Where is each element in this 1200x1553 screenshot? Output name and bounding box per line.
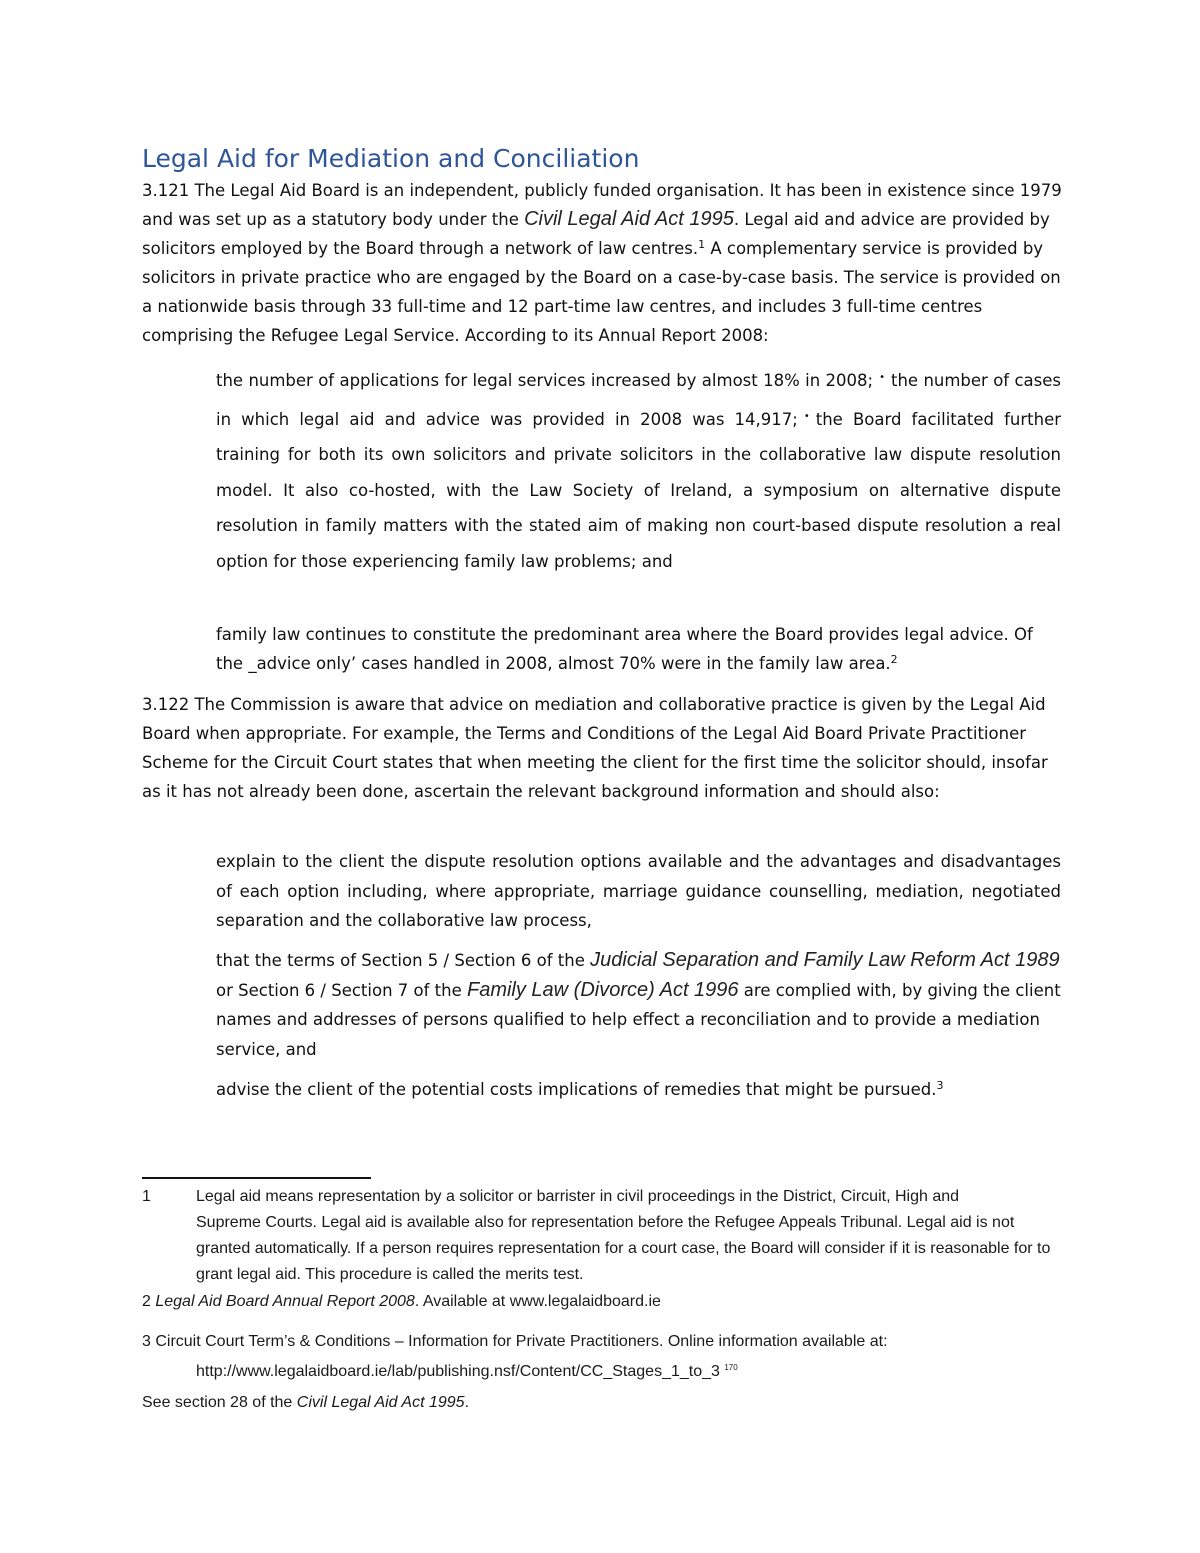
footnote-text: . <box>464 1394 470 1411</box>
act-title: Civil Legal Aid Act 1995 <box>296 1394 465 1411</box>
footnote-text: 3 Circuit Court Term’s & Conditions – Information for Private Practitioners. Online information available at: <box>142 1333 888 1350</box>
section-heading: Legal Aid for Mediation and Conciliation <box>142 144 640 173</box>
bullet-item-applications: the number of applications for legal services increased by almost 18% in 2008; <box>216 371 874 390</box>
bullet-item-training: the Board facilitated further training for both its own solicitors and private solicitors in the collaborative law dispute resolution model. It also co-hosted, with the Law Society of Ireland, a symposium on alternative dispute resolution in family matters with the stated aim of making non court-based dispute resolution a real option for those experiencing family law problems; and <box>216 409 1062 571</box>
page-mark: 170 <box>724 1363 738 1372</box>
footnote-url[interactable]: http://www.legalaidboard.ie/lab/publishing.nsf/Content/CC_Stages_1_to_3 <box>196 1363 720 1380</box>
list-item-explain: explain to the client the dispute resolution options available and the advantages and disadvantages of each option including, where appropriate, marriage guidance counselling, mediation, negotiated separation and the collaborative law process, <box>216 852 1061 930</box>
footnote-2 <box>142 1290 1062 1314</box>
paragraph-3-121 <box>142 176 1062 350</box>
bullet-text: family law continues to constitute the predominant area where the Board provides legal advice. Of the _advice only’ cases handled in 2008, almost 70% were in the family law area. <box>216 625 1033 673</box>
bullet-item-cases: the number of cases in which legal aid and advice was provided in 2008 was 14,917; <box>216 371 1061 429</box>
footnote-ref: 1 <box>698 238 706 251</box>
paragraph-text: 3.121 The Legal Aid Board is an independent, publicly funded organisation. It has been in existence since 1979 and was set up as a statutory body under the <box>142 181 1062 229</box>
paragraph-text: . Legal aid and advice are provided by solicitors employed by the Board through a network of law centres. <box>142 210 1050 258</box>
paragraph-text: A complementary service is provided by solicitors in private practice who are engaged by the Board on a case-by-case basis. The service is provided on a nationwide basis through 33 full-time and 12 part-time law centres, and includes 3 full-time centres comprising the Refugee Legal Service. According to its Annual Report 2008: <box>142 239 1061 345</box>
footnote-number: 1 <box>142 1188 151 1205</box>
list-text: that the terms of Section 5 / Section 6 of the <box>216 951 591 970</box>
footnote-text: . Available at www.legalaidboard.ie <box>414 1293 661 1310</box>
footnote-see-section <box>142 1391 1062 1415</box>
footnote-number: 2 <box>142 1293 151 1310</box>
act-title: Judicial Separation and Family Law Reform Act 1989 <box>590 949 1060 971</box>
report-title: Legal Aid Board Annual Report 2008 <box>155 1293 415 1310</box>
list-text: are complied with, by giving the client names and addresses of persons qualified to help effect a reconciliation and to provide a mediation service, and <box>216 980 1061 1059</box>
footnote-ref: 2 <box>890 653 898 666</box>
footnote-text: See section 28 of the <box>142 1394 297 1411</box>
footnote-1 <box>142 1184 1062 1288</box>
paragraph-3-122: 3.122 The Commission is aware that advice on mediation and collaborative practice is given by the Legal Aid Board when appropriate. For example, the Terms and Conditions of the Legal Aid Board Private Practitioner Scheme for the Circuit Court states that when meeting the client for the first time the solicitor should, insofar as it has not already been done, ascertain the relevant background information and should also: <box>142 695 1048 801</box>
act-title: Civil Legal Aid Act 1995 <box>524 208 734 230</box>
footnote-text: Supreme Courts. Legal aid is available also for representation before the Refugee Appeals Tribunal. Legal aid is not granted automatically. If a person requires representation for a court case, the Board will consider if it is reasonable for to grant legal aid. This procedure is called the merits test. <box>196 1214 1051 1283</box>
list-item-terms <box>216 946 1061 1064</box>
bullet-icon: • <box>879 372 885 383</box>
list-text: or Section 6 / Section 7 of the <box>216 980 467 1000</box>
footnote-url-line <box>142 1355 1062 1385</box>
bullet-icon: • <box>803 410 810 422</box>
footnote-ref: 3 <box>936 1079 944 1092</box>
act-title: Family Law (Divorce) Act 1996 <box>466 978 739 1001</box>
list-text: advise the client of the potential costs implications of remedies that might be pursued. <box>216 1080 937 1099</box>
bullet-item-family-law <box>216 620 1061 678</box>
list-item-advise <box>216 1075 1061 1104</box>
bullet-list-block <box>216 360 1061 579</box>
footnote-text: Legal aid means representation by a solicitor or barrister in civil proceedings in the District, Circuit, High and <box>196 1188 960 1205</box>
footnote-separator <box>142 1177 371 1179</box>
footnote-3 <box>142 1329 1062 1385</box>
